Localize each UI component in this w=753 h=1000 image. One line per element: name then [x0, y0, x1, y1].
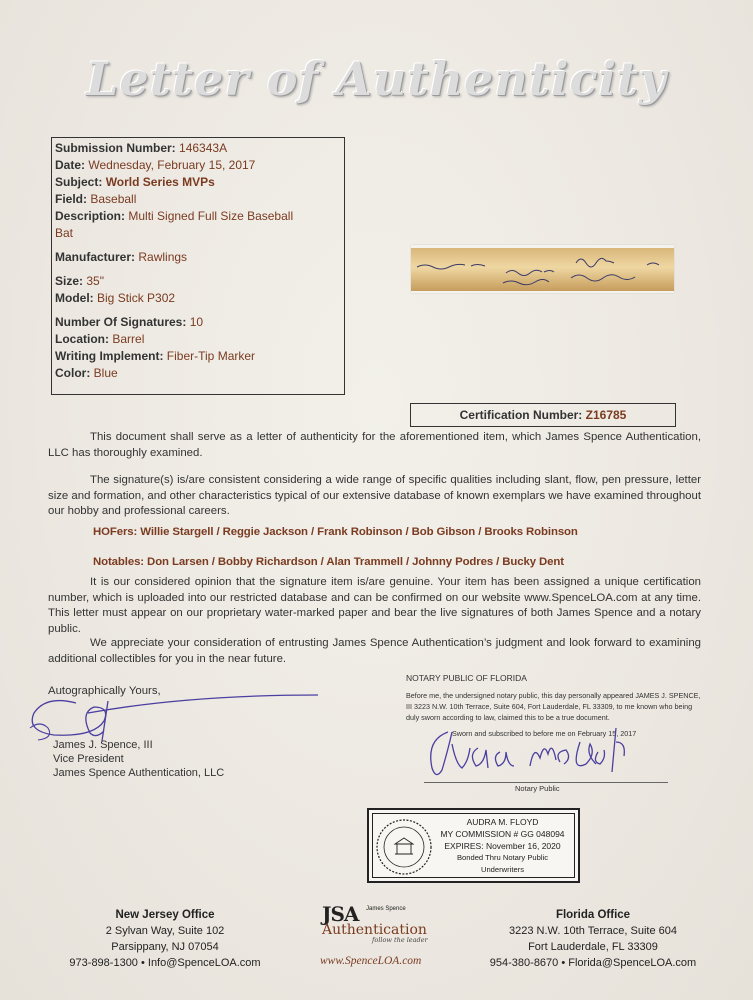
- notary-stamp: [367, 808, 580, 883]
- model-label: Model:: [55, 291, 94, 305]
- signatures-label: Number Of Signatures:: [55, 315, 187, 329]
- location-label: Location:: [55, 332, 109, 346]
- description-row-2: [55, 225, 341, 242]
- size-label: Size:: [55, 274, 84, 288]
- paragraph-2: [48, 473, 701, 520]
- bat-image: [411, 245, 674, 293]
- paragraph-1-text: This document shall serve as a letter of authenticity for the aforementioned item, which James Spence Authentication, LLC has thoroughly examined.: [48, 431, 701, 459]
- fl-office-title: Florida Office: [555, 909, 631, 921]
- hofers-list: HOFers: Willie Stargell / Reggie Jackson / Frank Robinson / Bob Gibson / Brooks Robinson: [93, 526, 578, 538]
- nj-office-title: New Jersey Office: [115, 909, 215, 921]
- item-info-box: [51, 137, 345, 395]
- paragraph-4: [48, 636, 701, 667]
- submission-row: [55, 140, 341, 157]
- manufacturer-row: [55, 249, 341, 266]
- field-value: Baseball: [90, 192, 137, 206]
- jsa-logo-mark: JSA: [322, 902, 359, 926]
- signatures-row: [55, 314, 341, 331]
- website-url: www.SpenceLOA.com: [320, 955, 422, 967]
- location-row: [55, 331, 341, 348]
- nj-address-2: Parsippany, NJ 07054: [111, 941, 219, 953]
- field-row: [55, 191, 341, 208]
- description-label: Description:: [55, 209, 126, 223]
- florida-seal-icon: [375, 816, 433, 878]
- jsa-logo-word: Authentication: [322, 922, 427, 938]
- date-value: Wednesday, February 15, 2017: [88, 158, 256, 172]
- description-value-2: Bat: [55, 226, 74, 240]
- paragraph-3: [48, 575, 701, 637]
- fl-contact: 954-380-8670 • Florida@SpenceLOA.com: [489, 957, 697, 969]
- size-value: 35": [86, 274, 104, 288]
- stamp-expires: EXPIRES: November 16, 2020: [444, 841, 561, 851]
- signed-bat-photo: [411, 245, 674, 293]
- implement-label: Writing Implement:: [55, 349, 164, 363]
- notary-heading: NOTARY PUBLIC OF FLORIDA: [406, 673, 527, 683]
- closing-line: Autographically Yours,: [48, 685, 161, 697]
- description-value: Multi Signed Full Size Baseball: [128, 209, 294, 223]
- date-label: Date:: [55, 158, 86, 172]
- jsa-logo-tagline: follow the leader: [372, 936, 428, 944]
- jsa-logo-sub: James Spence: [366, 906, 406, 912]
- location-value: Barrel: [112, 332, 145, 346]
- field-label: Field:: [55, 192, 87, 206]
- signatory-company: James Spence Authentication, LLC: [53, 767, 225, 779]
- fl-address-1: 3223 N.W. 10th Terrace, Suite 604: [509, 925, 677, 937]
- document-title: Letter of Authenticity: [86, 52, 667, 106]
- signatory-name: James J. Spence, III: [53, 739, 153, 751]
- implement-value: Fiber-Tip Marker: [166, 349, 256, 363]
- submission-label: Submission Number:: [55, 141, 176, 155]
- signatory-block: [53, 738, 224, 780]
- nj-address-1: 2 Sylvan Way, Suite 102: [105, 925, 225, 937]
- size-row: [55, 273, 341, 290]
- color-row: [55, 365, 341, 382]
- certification-label: Certification Number:: [459, 408, 583, 422]
- model-value: Big Stick P302: [97, 291, 176, 305]
- subject-row: [55, 174, 341, 191]
- signatures-value: 10: [189, 315, 204, 329]
- stamp-commission: MY COMMISSION # GG 048094: [440, 829, 565, 839]
- paragraph-1: [48, 430, 701, 461]
- jsa-logo: [322, 902, 442, 944]
- stamp-bonded: Bonded Thru Notary Public Underwriters: [456, 853, 549, 874]
- color-value: Blue: [93, 366, 118, 380]
- stamp-notary-name: AUDRA M. FLOYD: [466, 817, 539, 827]
- notables-list: Notables: Don Larsen / Bobby Richardson / Alan Trammell / Johnny Podres / Bucky Dent: [93, 556, 564, 568]
- color-label: Color:: [55, 366, 91, 380]
- description-row: [55, 208, 341, 225]
- stamp-text: [435, 816, 570, 876]
- notary-signature: [420, 722, 660, 784]
- model-row: [55, 290, 341, 307]
- subject-label: Subject:: [55, 175, 103, 189]
- submission-value: 146343A: [179, 141, 228, 155]
- implement-row: [55, 348, 341, 365]
- date-row: [55, 157, 341, 174]
- notary-public-label: Notary Public: [515, 784, 560, 793]
- notary-statement: Before me, the undersigned notary public, this day personally appeared JAMES J. SPENCE, III 3223 N.W. 10th Terrace, Suite 604, Fort Lauderdale, FL 33309, to me known who being duly sworn according to law, claimed this to be a true document.: [406, 691, 701, 722]
- subject-value: World Series MVPs: [105, 175, 215, 189]
- manufacturer-label: Manufacturer:: [55, 250, 136, 264]
- nj-office: [60, 907, 270, 971]
- nj-contact: 973-898-1300 • Info@SpenceLOA.com: [69, 957, 261, 969]
- certification-box: [410, 403, 676, 427]
- paragraph-2-text: The signature(s) is/are consistent considering a wide range of specific qualities including slant, flow, pen pressure, letter size and formation, and other characteristics typical of our extensive database of known exemplars we have examined throughout our hobby and professional careers.: [48, 474, 701, 517]
- certification-value: Z16785: [585, 408, 627, 422]
- paragraph-4-text: We appreciate your consideration of entrusting James Spence Authentication’s judgment and look forward to examining additional collectibles for you in the near future.: [48, 637, 701, 665]
- fl-office: [468, 907, 718, 971]
- notary-sworn: Sworn and subscribed to before me on February 15, 2017: [452, 729, 637, 738]
- notary-signature-line: [424, 782, 668, 783]
- paragraph-3-text: It is our considered opinion that the signature item is/are genuine. Your item has been assigned a unique certification number, which is uploaded into our restricted database and can be confirmed on our website www.SpenceLOA.com at any time. This letter must appear on our proprietary water-marked paper and bear the live signatures of both James Spence and a notary public.: [48, 576, 701, 635]
- fl-address-2: Fort Lauderdale, FL 33309: [528, 941, 658, 953]
- manufacturer-value: Rawlings: [138, 250, 188, 264]
- signatory-title: Vice President: [53, 753, 124, 765]
